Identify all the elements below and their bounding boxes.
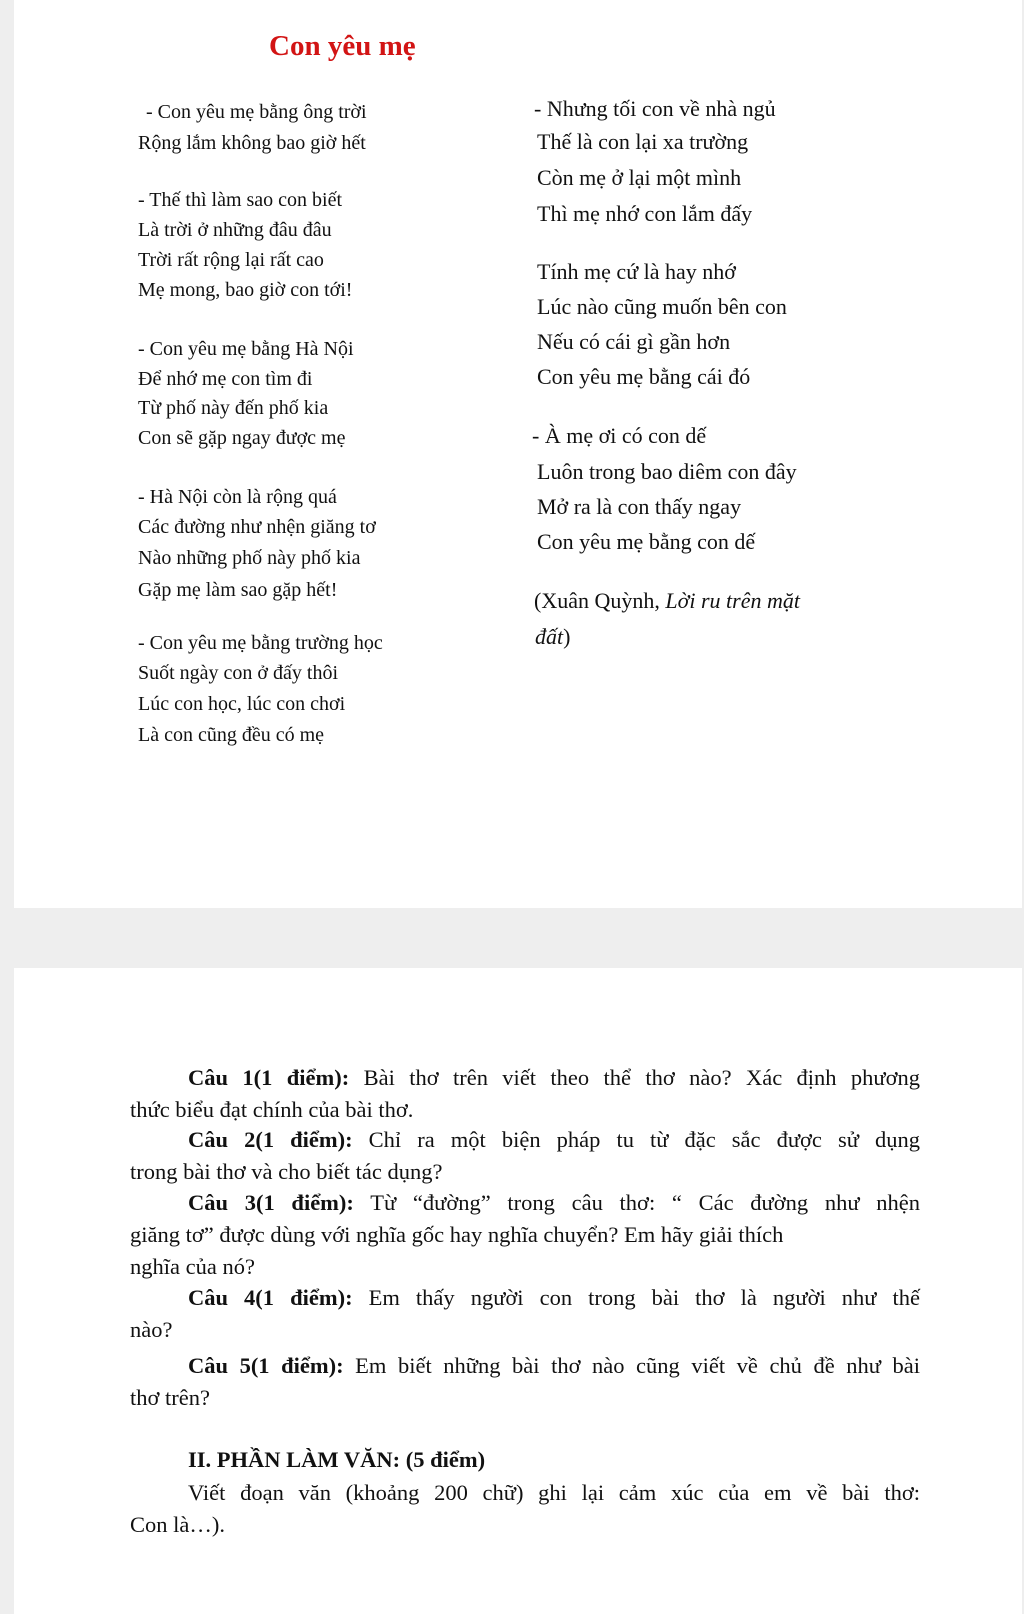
question-label: Câu 3(1 điểm):: [188, 1190, 354, 1215]
poem-line: Gặp mẹ làm sao gặp hết!: [138, 579, 338, 601]
poem-line: Là con cũng đều có mẹ: [138, 724, 325, 746]
source-title: Lời ru trên mặt: [665, 588, 800, 613]
poem-line: Để nhớ mẹ con tìm đi: [138, 368, 313, 390]
document-page-2: [14, 968, 1022, 1614]
poem-line: Thì mẹ nhớ con lắm đấy: [537, 201, 753, 226]
poem-line: Lúc con học, lúc con chơi: [138, 693, 346, 715]
poem-line: - Con yêu mẹ bằng trường học: [138, 632, 383, 654]
question-text: Em biết những bài thơ nào cũng viết về chủ đề như bài: [355, 1353, 921, 1378]
poem-line: - Hà Nội còn là rộng quá: [138, 486, 337, 508]
question-4: [130, 1282, 920, 1346]
question-text-cont: giăng tơ” được dùng với nghĩa gốc hay nghĩa chuyển? Em hãy giải thích: [130, 1222, 784, 1247]
source-suffix: ): [563, 624, 571, 649]
poem-line: Rộng lắm không bao giờ hết: [138, 132, 366, 154]
poem-line: - À mẹ ơi có con dế: [532, 423, 707, 448]
poem-line: Nếu có cái gì gần hơn: [537, 329, 731, 354]
poem-line: Con yêu mẹ bằng cái đó: [537, 364, 751, 389]
question-text-cont: thơ trên?: [130, 1385, 210, 1410]
poem-line: Các đường như nhện giăng tơ: [138, 516, 376, 538]
section-2-task: [130, 1477, 920, 1541]
poem-line: - Thế thì làm sao con biết: [138, 189, 343, 211]
question-text-cont: nào?: [130, 1317, 173, 1342]
poem-line: Con yêu mẹ bằng con dế: [537, 529, 756, 554]
poem-source: [534, 590, 800, 612]
source-prefix: (Xuân Quỳnh,: [534, 588, 660, 613]
poem-line: Thế là con lại xa trường: [537, 129, 749, 154]
poem-title: Con yêu mẹ: [269, 30, 416, 62]
task-text: Viết đoạn văn (khoảng 200 chữ) ghi lại cảm xúc của em về bài thơ:: [188, 1480, 920, 1505]
poem-line: - Nhưng tối con về nhà ngủ: [534, 96, 776, 121]
section-heading: II. PHẦN LÀM VĂN: (5 điểm): [188, 1447, 486, 1472]
question-text: Em thấy người con trong bài thơ là người như thế: [368, 1285, 921, 1310]
poem-line: - Con yêu mẹ bằng ông trời: [146, 101, 367, 123]
question-label: Câu 1(1 điểm):: [188, 1065, 350, 1090]
poem-line: Con sẽ gặp ngay được mẹ: [138, 427, 346, 449]
poem-line: Lúc nào cũng muốn bên con: [537, 294, 787, 319]
question-1: [130, 1062, 920, 1126]
question-2: [130, 1124, 920, 1188]
poem-line: Nào những phố này phố kia: [138, 547, 361, 569]
question-text: Chỉ ra một biện pháp tu từ đặc sắc được sử dụng: [368, 1127, 920, 1152]
question-label: Câu 5(1 điểm):: [188, 1353, 344, 1378]
poem-line: Mẹ mong, bao giờ con tới!: [138, 279, 353, 301]
question-3: [130, 1187, 920, 1283]
poem-line: Là trời ở những đâu đâu: [138, 219, 332, 241]
question-text: Bài thơ trên viết theo thể thơ nào? Xác định phương: [363, 1065, 921, 1090]
question-label: Câu 2(1 điểm):: [188, 1127, 353, 1152]
question-label: Câu 4(1 điểm):: [188, 1285, 353, 1310]
source-title-cont: đất: [535, 624, 564, 649]
poem-line: Suốt ngày con ở đấy thôi: [138, 662, 338, 684]
poem-line: Tính mẹ cứ là hay nhớ: [537, 259, 736, 284]
poem-line: Luôn trong bao diêm con đây: [537, 459, 797, 484]
poem-line: Còn mẹ ở lại một mình: [537, 165, 742, 190]
question-text-cont: nghĩa của nó?: [130, 1254, 255, 1279]
poem-line: Trời rất rộng lại rất cao: [138, 249, 324, 271]
task-text-cont: Con là…).: [130, 1512, 225, 1537]
question-text-cont: trong bài thơ và cho biết tác dụng?: [130, 1159, 443, 1184]
question-text-cont: thức biểu đạt chính của bài thơ.: [130, 1097, 414, 1122]
question-5: [130, 1350, 920, 1414]
question-text: Từ “đường” trong câu thơ: “ Các đường như nhện: [370, 1190, 921, 1215]
poem-line: Mở ra là con thấy ngay: [537, 494, 742, 519]
document-page-1: [14, 0, 1022, 908]
poem-line: - Con yêu mẹ bằng Hà Nội: [138, 338, 354, 360]
poem-line: Từ phố này đến phố kia: [138, 397, 329, 419]
poem-source-cont: [535, 626, 570, 648]
